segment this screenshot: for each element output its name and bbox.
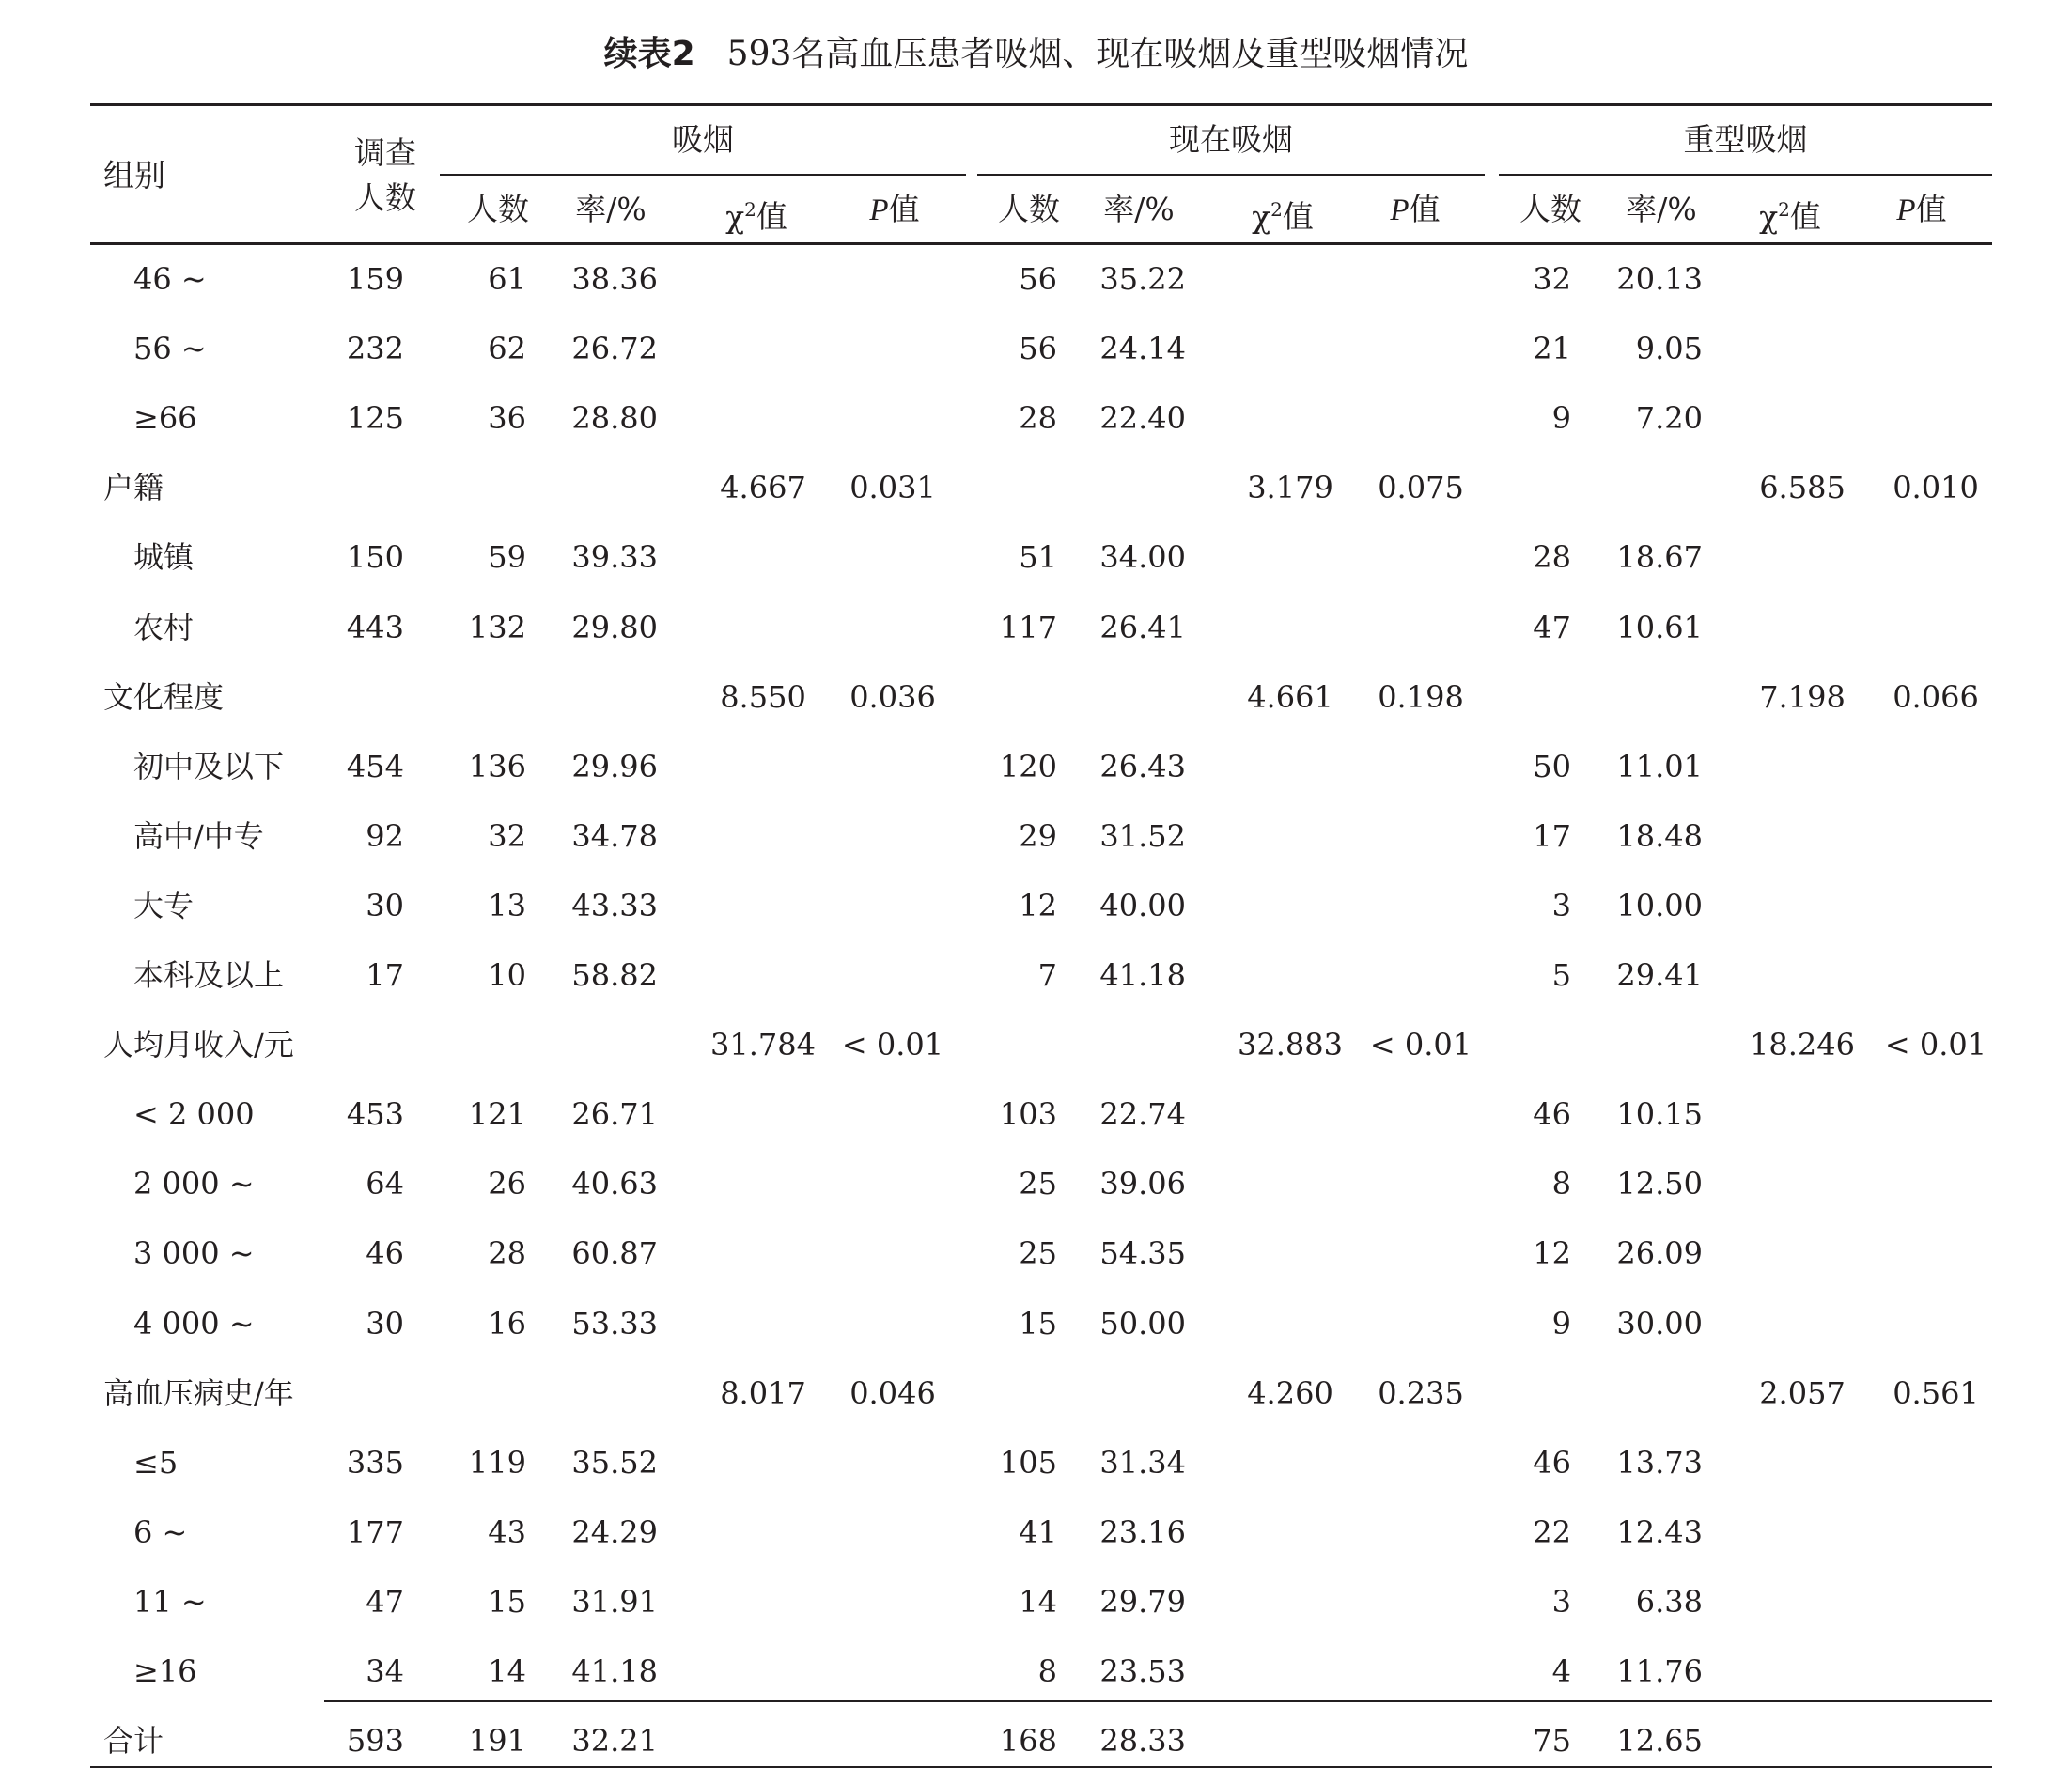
cell-smoking-rate: 32.21 — [571, 1723, 658, 1760]
cell-smoking-count: 28 — [488, 1235, 526, 1272]
cell-current-smoking-rate: 28.33 — [1099, 1723, 1186, 1760]
cell-survey-count: 46 — [366, 1235, 404, 1272]
cell-current-smoking-rate: 40.00 — [1099, 887, 1186, 923]
cell-smoking-count: 121 — [468, 1096, 526, 1133]
cell-smoking-rate: 28.80 — [571, 400, 658, 437]
cell-heavy-smoking-p-value: 0.561 — [1893, 1374, 1979, 1411]
total-rule — [324, 1700, 1992, 1702]
cell-current-smoking-count: 168 — [999, 1723, 1057, 1760]
cell-heavy-smoking-count: 50 — [1533, 748, 1571, 784]
header-survey-line2: 人数 — [354, 179, 416, 216]
cell-smoking-count: 10 — [488, 957, 526, 993]
chi-suffix: 值 — [1789, 198, 1821, 235]
cell-current-smoking-rate: 23.16 — [1099, 1513, 1186, 1550]
cell-smoking-count: 13 — [488, 887, 526, 923]
row-label: 56 ~ — [133, 331, 207, 367]
cell-heavy-smoking-count: 46 — [1533, 1444, 1571, 1481]
cell-current-smoking-rate: 50.00 — [1099, 1305, 1186, 1342]
subheader-rate: 率/% — [1626, 191, 1697, 227]
cell-smoking-count: 61 — [488, 261, 526, 297]
cell-current-smoking-count: 7 — [1037, 957, 1057, 993]
cell-heavy-smoking-count: 21 — [1533, 331, 1571, 367]
cell-current-smoking-count: 56 — [1019, 331, 1057, 367]
cell-current-smoking-p-value: 0.075 — [1378, 470, 1464, 506]
cell-smoking-count: 16 — [488, 1305, 526, 1342]
cell-heavy-smoking-rate: 29.41 — [1616, 957, 1703, 993]
cell-heavy-smoking-count: 12 — [1533, 1235, 1571, 1272]
cell-current-smoking-p-value: < 0.01 — [1369, 1027, 1472, 1063]
cell-survey-count: 593 — [346, 1723, 404, 1760]
cell-current-smoking-rate: 54.35 — [1099, 1235, 1186, 1272]
cell-survey-count: 47 — [366, 1583, 404, 1620]
cell-heavy-smoking-count: 47 — [1533, 609, 1571, 645]
cell-survey-count: 177 — [346, 1513, 404, 1550]
subheader-count: 人数 — [1519, 191, 1581, 227]
cell-heavy-smoking-chi-square: 6.585 — [1759, 470, 1846, 506]
table-number: 续表2 — [603, 35, 695, 73]
subheader-chi-square — [1715, 190, 1865, 237]
row-label: 4 000 ~ — [133, 1305, 255, 1342]
cell-smoking-p-value: 0.031 — [849, 470, 936, 506]
cell-survey-count: 64 — [366, 1166, 404, 1202]
cell-heavy-smoking-chi-square: 7.198 — [1759, 678, 1846, 715]
cell-heavy-smoking-rate: 11.01 — [1616, 748, 1703, 784]
cell-current-smoking-rate: 29.79 — [1099, 1583, 1186, 1620]
cell-survey-count: 443 — [346, 609, 404, 645]
cell-heavy-smoking-count: 3 — [1551, 1583, 1571, 1620]
cell-smoking-rate: 34.78 — [571, 817, 658, 854]
cell-smoking-count: 119 — [468, 1444, 526, 1481]
header-smoking: 吸烟 — [672, 121, 734, 158]
cell-smoking-chi-square: 8.017 — [720, 1374, 806, 1411]
cell-smoking-rate: 31.91 — [571, 1583, 658, 1620]
cell-heavy-smoking-rate: 10.61 — [1616, 609, 1703, 645]
p-symbol: P — [1896, 194, 1916, 227]
cell-smoking-rate: 58.82 — [571, 957, 658, 993]
subheader-chi-square — [1207, 190, 1358, 237]
cell-smoking-rate: 53.33 — [571, 1305, 658, 1342]
cell-current-smoking-count: 8 — [1037, 1653, 1057, 1689]
subheader-p-value — [819, 190, 970, 230]
cell-heavy-smoking-count: 9 — [1551, 400, 1571, 437]
cell-heavy-smoking-rate: 30.00 — [1616, 1305, 1703, 1342]
cell-current-smoking-rate: 35.22 — [1099, 261, 1186, 297]
cell-current-smoking-count: 105 — [999, 1444, 1057, 1481]
cell-heavy-smoking-count: 8 — [1551, 1166, 1571, 1202]
cell-survey-count: 30 — [366, 887, 404, 923]
cell-current-smoking-rate: 34.00 — [1099, 539, 1186, 576]
cell-current-smoking-count: 12 — [1019, 887, 1057, 923]
p-symbol: P — [869, 194, 889, 227]
row-label: ≥16 — [133, 1653, 197, 1689]
cell-heavy-smoking-rate: 18.67 — [1616, 539, 1703, 576]
cell-current-smoking-rate: 24.14 — [1099, 331, 1186, 367]
cell-heavy-smoking-count: 17 — [1533, 817, 1571, 854]
cell-heavy-smoking-rate: 12.65 — [1616, 1723, 1703, 1760]
cell-heavy-smoking-rate: 13.73 — [1616, 1444, 1703, 1481]
cell-smoking-count: 15 — [488, 1583, 526, 1620]
cell-survey-count: 17 — [366, 957, 404, 993]
cell-current-smoking-chi-square: 4.661 — [1247, 678, 1333, 715]
cell-smoking-rate: 40.63 — [571, 1166, 658, 1202]
p-suffix: 值 — [1409, 191, 1441, 227]
p-symbol: P — [1390, 194, 1410, 227]
cell-heavy-smoking-p-value: 0.010 — [1893, 470, 1979, 506]
cell-survey-count: 335 — [346, 1444, 404, 1481]
cell-survey-count: 34 — [366, 1653, 404, 1689]
cell-survey-count: 453 — [346, 1096, 404, 1133]
cell-current-smoking-count: 25 — [1019, 1166, 1057, 1202]
row-label: 高血压病史/年 — [103, 1374, 294, 1411]
cell-smoking-p-value: 0.046 — [849, 1374, 936, 1411]
row-label: 文化程度 — [103, 678, 225, 715]
cell-smoking-rate: 38.36 — [571, 261, 658, 297]
cell-heavy-smoking-rate: 10.15 — [1616, 1096, 1703, 1133]
row-label: 大专 — [133, 887, 195, 923]
cell-heavy-smoking-count: 9 — [1551, 1305, 1571, 1342]
cell-smoking-count: 59 — [488, 539, 526, 576]
cell-current-smoking-count: 25 — [1019, 1235, 1057, 1272]
cell-smoking-count: 62 — [488, 331, 526, 367]
cell-smoking-rate: 60.87 — [571, 1235, 658, 1272]
cell-smoking-rate: 26.71 — [571, 1096, 658, 1133]
header-current-smoking: 现在吸烟 — [1169, 121, 1293, 158]
cell-heavy-smoking-rate: 12.43 — [1616, 1513, 1703, 1550]
cell-heavy-smoking-count: 22 — [1533, 1513, 1571, 1550]
cell-current-smoking-count: 14 — [1019, 1583, 1057, 1620]
row-label: ≥66 — [133, 400, 197, 437]
header-heavy-smoking: 重型吸烟 — [1683, 121, 1808, 158]
row-label: 初中及以下 — [133, 748, 285, 784]
cell-smoking-count: 191 — [468, 1723, 526, 1760]
cell-current-smoking-rate: 23.53 — [1099, 1653, 1186, 1689]
cell-current-smoking-rate: 39.06 — [1099, 1166, 1186, 1202]
cell-smoking-rate: 29.80 — [571, 609, 658, 645]
cell-heavy-smoking-count: 5 — [1551, 957, 1571, 993]
chi-superscript: 2 — [1270, 198, 1283, 221]
cell-heavy-smoking-rate: 9.05 — [1635, 331, 1703, 367]
cell-current-smoking-p-value: 0.235 — [1378, 1374, 1464, 1411]
cell-heavy-smoking-count: 4 — [1551, 1653, 1571, 1689]
row-label: 人均月收入/元 — [103, 1027, 294, 1063]
heavy-smoking-span-rule — [1499, 174, 1992, 176]
row-label: 11 ~ — [133, 1583, 207, 1620]
chi-suffix: 值 — [1282, 198, 1314, 235]
row-label: 本科及以上 — [133, 957, 285, 993]
chi-superscript: 2 — [744, 198, 756, 221]
table-title: 593名高血压患者吸烟、现在吸烟及重型吸烟情况 — [726, 35, 1469, 73]
row-label: 城镇 — [133, 539, 195, 576]
cell-current-smoking-rate: 22.74 — [1099, 1096, 1186, 1133]
cell-heavy-smoking-rate: 20.13 — [1616, 261, 1703, 297]
header-group: 组别 — [103, 157, 165, 194]
chi-symbol: χ — [725, 198, 745, 235]
row-label: 6 ~ — [133, 1513, 188, 1550]
cell-heavy-smoking-count: 3 — [1551, 887, 1571, 923]
cell-heavy-smoking-rate: 12.50 — [1616, 1166, 1703, 1202]
cell-smoking-chi-square: 31.784 — [710, 1027, 816, 1063]
current-smoking-span-rule — [977, 174, 1485, 176]
chi-suffix: 值 — [756, 198, 787, 235]
cell-smoking-rate: 39.33 — [571, 539, 658, 576]
subheader-count: 人数 — [467, 191, 529, 227]
row-label: 2 000 ~ — [133, 1166, 255, 1202]
row-label: 46 ~ — [133, 261, 207, 297]
cell-smoking-rate: 26.72 — [571, 331, 658, 367]
cell-current-smoking-chi-square: 3.179 — [1247, 470, 1333, 506]
cell-heavy-smoking-count: 28 — [1533, 539, 1571, 576]
cell-smoking-chi-square: 4.667 — [720, 470, 806, 506]
cell-heavy-smoking-rate: 10.00 — [1616, 887, 1703, 923]
cell-smoking-rate: 41.18 — [571, 1653, 658, 1689]
cell-current-smoking-count: 29 — [1019, 817, 1057, 854]
cell-current-smoking-rate: 26.43 — [1099, 748, 1186, 784]
cell-current-smoking-rate: 41.18 — [1099, 957, 1186, 993]
cell-survey-count: 232 — [346, 331, 404, 367]
cell-heavy-smoking-rate: 6.38 — [1635, 1583, 1703, 1620]
cell-heavy-smoking-p-value: < 0.01 — [1884, 1027, 1987, 1063]
smoking-span-rule — [440, 174, 966, 176]
cell-heavy-smoking-rate: 11.76 — [1616, 1653, 1703, 1689]
cell-current-smoking-rate: 31.34 — [1099, 1444, 1186, 1481]
cell-smoking-rate: 29.96 — [571, 748, 658, 784]
cell-smoking-chi-square: 8.550 — [720, 678, 806, 715]
cell-heavy-smoking-chi-square: 18.246 — [1750, 1027, 1855, 1063]
cell-smoking-count: 36 — [488, 400, 526, 437]
row-label: < 2 000 — [133, 1096, 255, 1133]
row-label: 高中/中专 — [133, 817, 264, 854]
cell-smoking-rate: 24.29 — [571, 1513, 658, 1550]
subheader-rate: 率/% — [575, 191, 647, 227]
top-rule — [90, 103, 1992, 106]
cell-heavy-smoking-rate: 26.09 — [1616, 1235, 1703, 1272]
subheader-chi-square — [681, 190, 832, 237]
cell-smoking-count: 26 — [488, 1166, 526, 1202]
cell-heavy-smoking-count: 32 — [1533, 261, 1571, 297]
cell-heavy-smoking-count: 75 — [1533, 1723, 1571, 1760]
cell-current-smoking-rate: 26.41 — [1099, 609, 1186, 645]
cell-current-smoking-count: 15 — [1019, 1305, 1057, 1342]
cell-current-smoking-count: 103 — [999, 1096, 1057, 1133]
cell-smoking-count: 32 — [488, 817, 526, 854]
cell-smoking-count: 43 — [488, 1513, 526, 1550]
chi-symbol: χ — [1252, 198, 1271, 235]
row-label: 户籍 — [103, 470, 164, 506]
cell-survey-count: 92 — [366, 817, 404, 854]
cell-smoking-p-value: 0.036 — [849, 678, 936, 715]
cell-smoking-p-value: < 0.01 — [841, 1027, 944, 1063]
row-label: 农村 — [133, 609, 195, 645]
cell-heavy-smoking-rate: 7.20 — [1635, 400, 1703, 437]
cell-current-smoking-chi-square: 4.260 — [1247, 1374, 1333, 1411]
table-caption — [0, 26, 2072, 83]
cell-survey-count: 159 — [346, 261, 404, 297]
cell-survey-count: 454 — [346, 748, 404, 784]
cell-smoking-rate: 43.33 — [571, 887, 658, 923]
cell-smoking-rate: 35.52 — [571, 1444, 658, 1481]
cell-heavy-smoking-rate: 18.48 — [1616, 817, 1703, 854]
p-suffix: 值 — [888, 191, 920, 227]
cell-survey-count: 30 — [366, 1305, 404, 1342]
header-rule — [90, 242, 1992, 245]
cell-current-smoking-count: 120 — [999, 748, 1057, 784]
chi-symbol: χ — [1759, 198, 1779, 235]
p-suffix: 值 — [1915, 191, 1947, 227]
subheader-rate: 率/% — [1103, 191, 1175, 227]
cell-survey-count: 150 — [346, 539, 404, 576]
cell-current-smoking-chi-square: 32.883 — [1238, 1027, 1343, 1063]
header-survey-line1: 调查 — [354, 134, 416, 171]
subheader-p-value — [1340, 190, 1490, 230]
row-label: 3 000 ~ — [133, 1235, 255, 1272]
cell-current-smoking-count: 28 — [1019, 400, 1057, 437]
cell-survey-count: 125 — [346, 400, 404, 437]
row-label: 合计 — [103, 1723, 164, 1760]
cell-current-smoking-rate: 22.40 — [1099, 400, 1186, 437]
cell-current-smoking-count: 117 — [999, 609, 1057, 645]
cell-heavy-smoking-chi-square: 2.057 — [1759, 1374, 1846, 1411]
cell-smoking-count: 136 — [468, 748, 526, 784]
cell-current-smoking-count: 56 — [1019, 261, 1057, 297]
chi-superscript: 2 — [1778, 198, 1790, 221]
cell-smoking-count: 132 — [468, 609, 526, 645]
subheader-p-value — [1846, 190, 1997, 230]
cell-current-smoking-rate: 31.52 — [1099, 817, 1186, 854]
cell-heavy-smoking-p-value: 0.066 — [1893, 678, 1979, 715]
cell-smoking-count: 14 — [488, 1653, 526, 1689]
cell-current-smoking-count: 41 — [1019, 1513, 1057, 1550]
row-label: ≤5 — [133, 1444, 179, 1481]
cell-current-smoking-p-value: 0.198 — [1378, 678, 1464, 715]
cell-heavy-smoking-count: 46 — [1533, 1096, 1571, 1133]
subheader-count: 人数 — [998, 191, 1060, 227]
cell-current-smoking-count: 51 — [1019, 539, 1057, 576]
